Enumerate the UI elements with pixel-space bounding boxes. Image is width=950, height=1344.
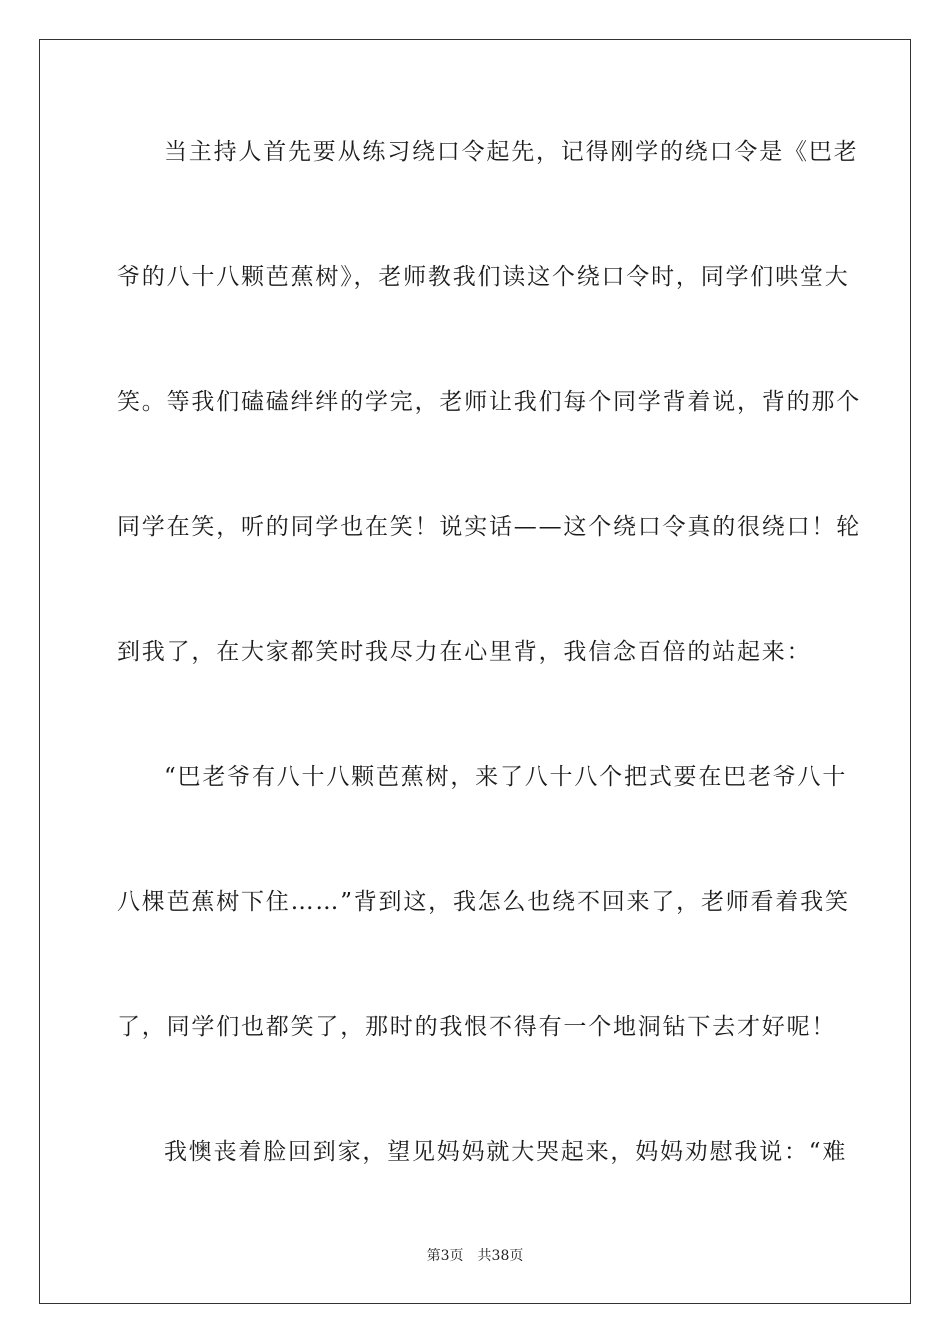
page-border xyxy=(39,39,911,1304)
paragraph-line-3: 笑。等我们磕磕绊绊的学完，老师让我们每个同学背着说，背的那个 xyxy=(117,389,861,415)
paragraph-line-1: 当主持人首先要从练习绕口令起先，记得刚学的绕口令是《巴老 xyxy=(164,139,859,165)
paragraph-line-9: 我懊丧着脸回到家，望见妈妈就大哭起来，妈妈劝慰我说：“难 xyxy=(164,1139,848,1165)
paragraph-line-5: 到我了，在大家都笑时我尽力在心里背，我信念百倍的站起来： xyxy=(117,639,812,665)
paragraph-line-7: 八棵芭蕉树下住……”背到这，我怎么也绕不回来了，老师看着我笑 xyxy=(117,889,850,915)
paragraph-line-2: 爷的八十八颗芭蕉树》，老师教我们读这个绕口令时，同学们哄堂大 xyxy=(117,264,850,290)
page-number: 第3页 xyxy=(426,1248,464,1264)
total-pages: 共38页 xyxy=(477,1248,524,1264)
paragraph-line-8: 了，同学们也都笑了，那时的我恨不得有一个地洞钻下去才好呢！ xyxy=(117,1014,837,1040)
page-footer xyxy=(0,1247,950,1265)
paragraph-line-6: “巴老爷有八十八颗芭蕉树，来了八十八个把式要在巴老爷八十 xyxy=(164,764,848,790)
paragraph-line-4: 同学在笑，听的同学也在笑！说实话——这个绕口令真的很绕口！轮 xyxy=(117,514,861,540)
